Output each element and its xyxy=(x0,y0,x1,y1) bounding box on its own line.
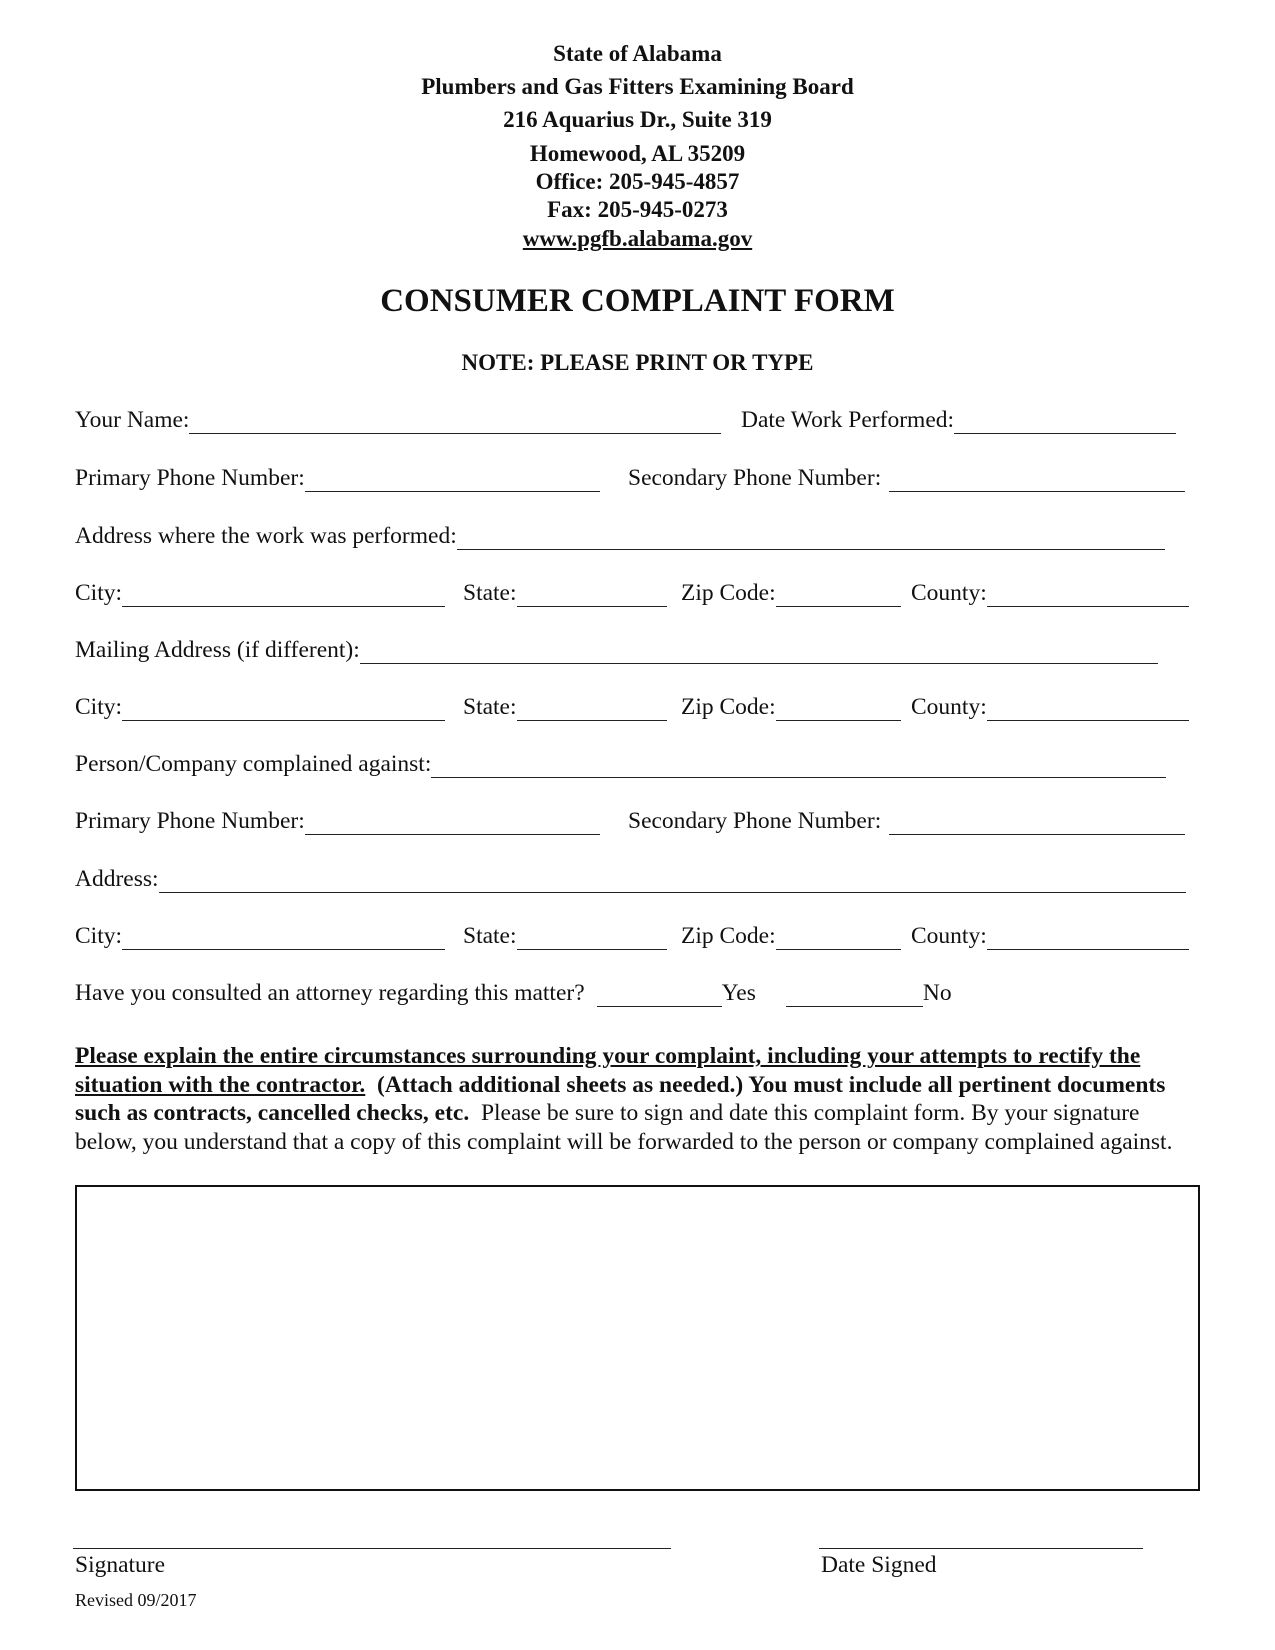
attorney-yes-label: Yes xyxy=(721,980,756,1006)
row-work-address xyxy=(75,523,1200,557)
attorney-question: Have you consulted an attorney regarding this matter? xyxy=(75,980,585,1006)
mailing-city-field[interactable] xyxy=(122,696,445,721)
instructions-underlined: Please explain the entire circumstances surrounding your complaint, including your attempts to rectify the situation with the contractor. xyxy=(75,1043,1141,1098)
date-signed-label: Date Signed xyxy=(821,1552,937,1578)
secondary-phone-field[interactable] xyxy=(889,467,1185,492)
header-line-street: 216 Aquarius Dr., Suite 319 xyxy=(503,107,772,132)
date-signed-line[interactable] xyxy=(819,1548,1143,1549)
primary-phone-field[interactable] xyxy=(305,467,600,492)
work-address-field[interactable] xyxy=(457,525,1165,550)
respondent-state-field[interactable] xyxy=(517,925,667,950)
state-label: State: xyxy=(463,580,517,606)
work-county-field[interactable] xyxy=(987,582,1189,607)
city-label: City: xyxy=(75,923,123,949)
row-respondent-city-state xyxy=(75,923,1200,957)
person-company-label: Person/Company complained against: xyxy=(75,751,432,777)
respondent-secondary-phone-field[interactable] xyxy=(889,810,1185,835)
row-mailing-address xyxy=(75,637,1200,671)
county-label: County: xyxy=(911,694,987,720)
form-title: CONSUMER COMPLAINT FORM xyxy=(380,283,895,319)
row-attorney xyxy=(75,980,1200,1014)
row-complainant-phones xyxy=(75,465,1200,499)
mailing-county-field[interactable] xyxy=(987,696,1189,721)
complaint-explanation-box[interactable] xyxy=(75,1185,1200,1491)
work-zip-field[interactable] xyxy=(776,582,901,607)
primary-phone-label: Primary Phone Number: xyxy=(75,465,305,491)
attorney-no-field[interactable] xyxy=(786,982,923,1007)
mailing-address-field[interactable] xyxy=(360,639,1158,664)
work-city-field[interactable] xyxy=(122,582,445,607)
zip-label: Zip Code: xyxy=(681,923,776,949)
row-respondent-phones xyxy=(75,808,1200,842)
signature-line[interactable] xyxy=(73,1548,671,1549)
mailing-state-field[interactable] xyxy=(517,696,667,721)
zip-label: Zip Code: xyxy=(681,694,776,720)
header-line-city: Homewood, AL 35209 xyxy=(529,141,746,166)
header-line-fax: Fax: 205-945-0273 xyxy=(547,197,728,222)
row-person-company xyxy=(75,751,1200,785)
row-mailing-city-state xyxy=(75,694,1200,728)
respondent-zip-field[interactable] xyxy=(776,925,901,950)
respondent-primary-phone-field[interactable] xyxy=(305,810,600,835)
respondent-address-field[interactable] xyxy=(159,868,1186,893)
respondent-city-field[interactable] xyxy=(122,925,445,950)
header-line-office: Office: 205-945-4857 xyxy=(535,169,740,194)
date-work-label: Date Work Performed: xyxy=(741,407,955,433)
your-name-field[interactable] xyxy=(189,409,721,434)
person-company-field[interactable] xyxy=(431,753,1166,778)
mailing-address-label: Mailing Address (if different): xyxy=(75,637,360,663)
secondary-phone-label: Secondary Phone Number: xyxy=(628,465,882,491)
city-label: City: xyxy=(75,694,123,720)
date-work-field[interactable] xyxy=(954,409,1176,434)
your-name-label: Your Name: xyxy=(75,407,190,433)
row-work-city-state xyxy=(75,580,1200,614)
mailing-zip-field[interactable] xyxy=(776,696,901,721)
row-name-date xyxy=(75,407,1200,441)
respondent-county-field[interactable] xyxy=(987,925,1189,950)
secondary-phone-label: Secondary Phone Number: xyxy=(628,808,882,834)
state-label: State: xyxy=(463,694,517,720)
city-label: City: xyxy=(75,580,123,606)
form-note: NOTE: PLEASE PRINT OR TYPE xyxy=(461,350,814,375)
county-label: County: xyxy=(911,923,987,949)
state-label: State: xyxy=(463,923,517,949)
primary-phone-label: Primary Phone Number: xyxy=(75,808,305,834)
attorney-no-label: No xyxy=(922,980,952,1006)
work-state-field[interactable] xyxy=(517,582,667,607)
row-respondent-address xyxy=(75,866,1200,900)
zip-label: Zip Code: xyxy=(681,580,776,606)
instructions-plain: Please be sure to sign and date this complaint form. By your signature below, you understand that a copy of this complaint will be forwarded to the person or company complained against. xyxy=(75,1100,1173,1155)
work-address-label: Address where the work was performed: xyxy=(75,523,457,549)
county-label: County: xyxy=(911,580,987,606)
header-line-state: State of Alabama xyxy=(553,41,722,66)
instructions-paragraph xyxy=(75,1042,1203,1156)
address-label: Address: xyxy=(75,866,159,892)
signature-label: Signature xyxy=(75,1552,166,1578)
instructions-bold: (Attach additional sheets as needed.) You must include all pertinent documents such as contracts, cancelled checks, etc. xyxy=(75,1071,1166,1126)
attorney-yes-field[interactable] xyxy=(597,982,722,1007)
header-line-board: Plumbers and Gas Fitters Examining Board xyxy=(421,74,854,99)
header-website-link[interactable]: www.pgfb.alabama.gov xyxy=(522,226,753,251)
revision-note: Revised 09/2017 xyxy=(75,1590,197,1610)
